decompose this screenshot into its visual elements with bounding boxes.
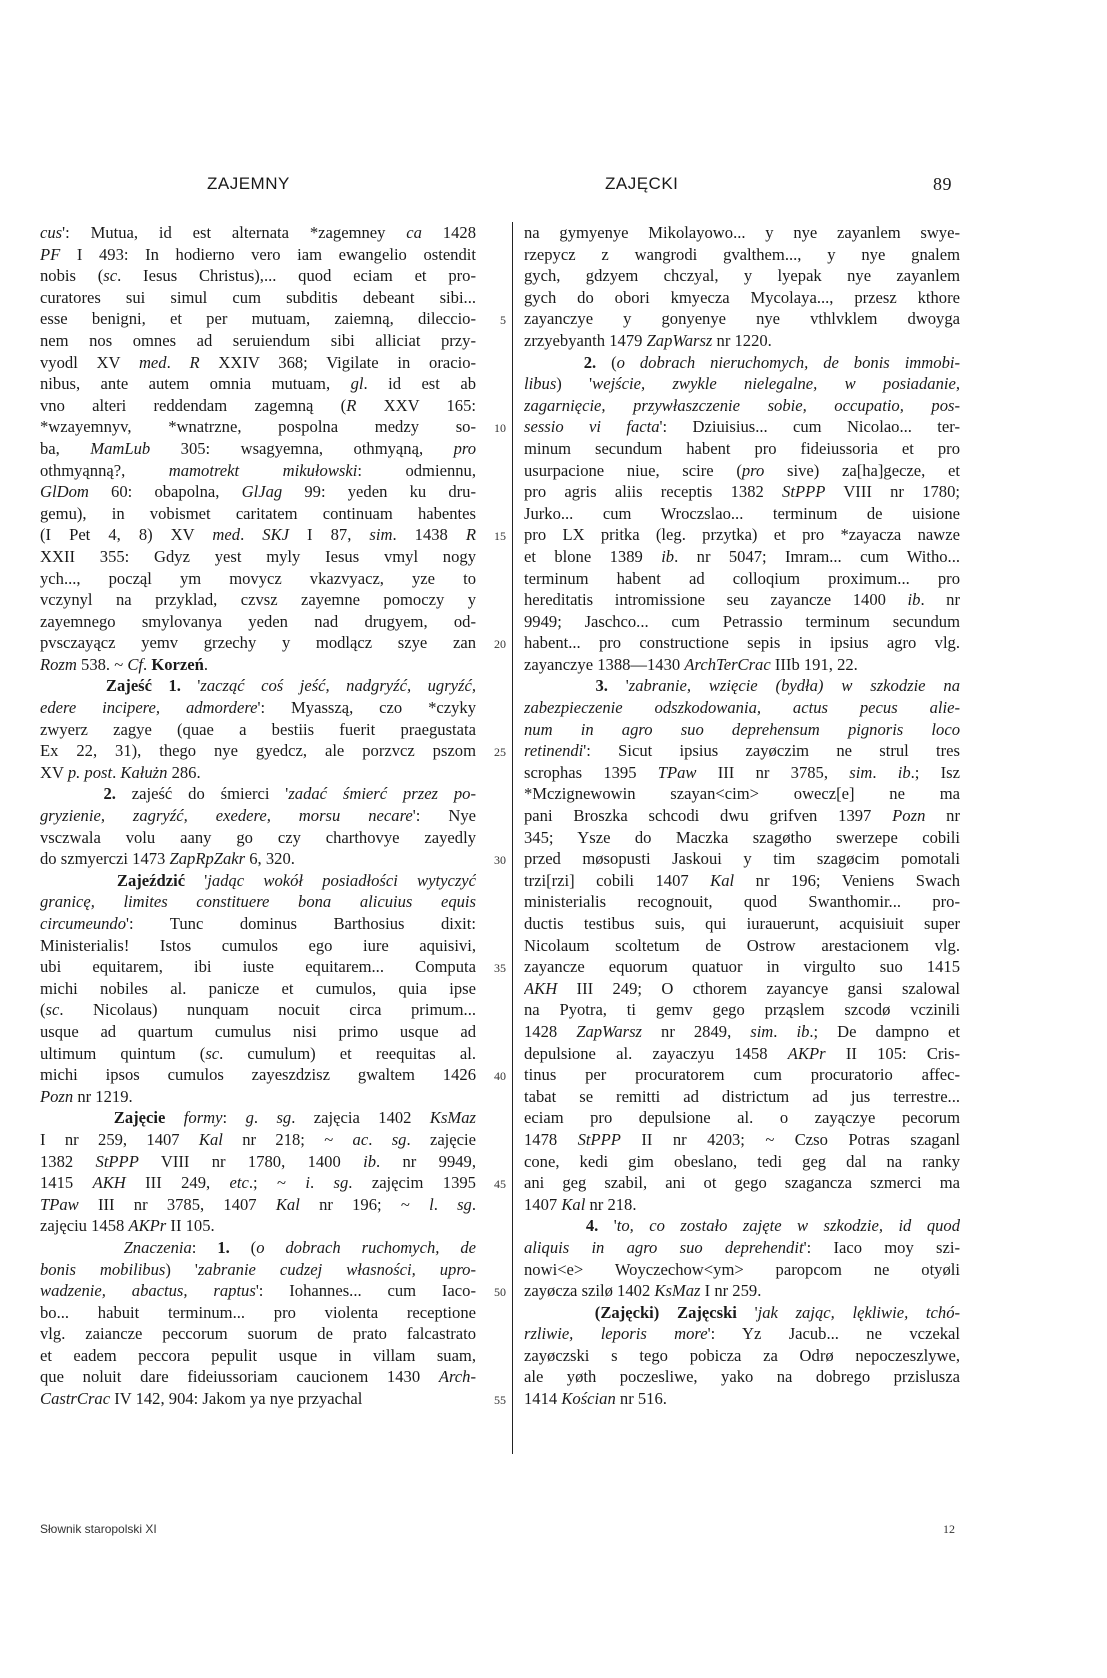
text-line: minum secundum habent pro fideiussoria et pro bbox=[524, 438, 960, 458]
text-line: 2. zajeść do śmierci 'zadać śmierć przez po- bbox=[103, 784, 476, 804]
text-line: terminum habent ad colloqium proximum... pro bbox=[524, 568, 960, 588]
text-line: vno alteri reddendam zagemną (R XXV 165: bbox=[40, 395, 476, 415]
text-line: zabezpieczenie odszkodowania, actus pecus alie- bbox=[524, 698, 960, 718]
text-line: 1407 Kal nr 218. bbox=[524, 1194, 637, 1214]
text-line: wadzenie, abactus, raptus': Iohannes... cum Iaco- bbox=[40, 1281, 476, 1301]
text-line: Zajęcie formy: g. sg. zajęcia 1402 KsMaz bbox=[113, 1108, 476, 1128]
line-number: 30 bbox=[494, 853, 506, 868]
text-line: 9949; Jaschco... cum Petrassio terminum secundum bbox=[524, 611, 960, 631]
text-line: othmyąnną?, mamotrekt mikułowski: odmiennu, bbox=[40, 460, 476, 480]
text-line: gych do obori kmyecza Mycolaya..., przesz kthore bbox=[524, 287, 960, 307]
text-line: zrzyebyanth 1479 ZapWarsz nr 1220. bbox=[524, 330, 772, 350]
right-column bbox=[524, 222, 960, 1410]
text-line: vlg. zaiancze peccorum suorum de prato falcastrato bbox=[40, 1324, 476, 1344]
text-line: gemu), in vobismet caritatem continuam habentes bbox=[40, 503, 476, 523]
text-line: nobis (sc. Iesus Christus),... quod eciam et pro- bbox=[40, 266, 476, 286]
text-line: circumeundo': Tunc dominus Barthosius dixit: bbox=[40, 914, 476, 933]
text-line: 1382 StPPP VIII nr 1780, 1400 ib. nr 9949, bbox=[40, 1151, 476, 1171]
text-line: hereditatis intromissione seu zayancze 1400 ib. nr bbox=[524, 590, 960, 610]
text-line: 4. 'to, co zostało zajęte w szkodzie, id quod bbox=[585, 1216, 960, 1236]
text-line: zayøcza szilø 1402 KsMaz I nr 259. bbox=[524, 1281, 762, 1301]
text-line: 1428 ZapWarsz nr 2849, sim. ib.; De dampno et bbox=[524, 1021, 960, 1041]
header-left-word: ZAJEMNY bbox=[207, 174, 290, 193]
text-line: na Pyotra, ti gemv gego prząslem szcodø vczinili bbox=[524, 1000, 960, 1020]
text-line: ministerialis recognouit, quod Swanthomir... pro- bbox=[524, 892, 960, 912]
text-line: nem nos omnes ad seruiendum sibi alliciat przy- bbox=[40, 330, 476, 350]
text-line: zajęciu 1458 AKPr II 105. bbox=[40, 1216, 215, 1236]
text-line: (I Pet 4, 8) XV med. SKJ I 87, sim. 1438 R bbox=[40, 525, 476, 545]
text-line: edere incipere, admordere': Myasszą, czo *czyky bbox=[40, 698, 476, 718]
text-line: sessio vi facta': Dziuisius... cum Nicolao... ter- bbox=[524, 417, 960, 437]
text-line: rzliwie, leporis more': Yz Jacub... ne vczekal bbox=[524, 1324, 960, 1344]
text-line: gych, gdzyem chczyal, y lyepak nye zayanlem bbox=[524, 266, 960, 286]
text-line: zayancze equorum quatuor in virgulto suo 1415 bbox=[524, 957, 960, 977]
text-line: vsczwala volu aany go czy charthovye zayedly bbox=[40, 827, 476, 847]
text-line: retinendi': Sicut ipsius zayøczim ne strul tres bbox=[524, 741, 960, 761]
text-line: I nr 259, 1407 Kal nr 218; ~ ac. sg. zajęcie bbox=[40, 1129, 476, 1149]
text-line: PF I 493: In hodierno vero iam ewangelio ostendit bbox=[40, 244, 476, 264]
text-line: nibus, ante autem omnia mutuam, gl. id est ab bbox=[40, 374, 476, 394]
text-line: XXII 355: Gdyz yest myly Iesus vmyl nogy bbox=[40, 546, 476, 566]
text-line: na gymyenye Mikolayowo... y nye zayanlem swye- bbox=[524, 223, 960, 242]
text-line: ultimum quintum (sc. cumulum) et reequitas al. bbox=[40, 1043, 476, 1063]
text-line: CastrCrac IV 142, 904: Jakom ya nye przyachal bbox=[40, 1389, 363, 1409]
text-line: vyodl XV med. R XXIV 368; Vigilate in oracio- bbox=[40, 352, 476, 372]
text-line: pvsczayącz yemv grzechy y modlącz szye zan bbox=[40, 633, 476, 653]
header-right-word: ZAJĘCKI bbox=[605, 174, 679, 193]
text-line: Ex 22, 31), thego nye gyedcz, ale porzvcz pszom bbox=[40, 741, 476, 761]
text-line: tinus per procuratorem cum procuratorio affec- bbox=[524, 1065, 960, 1085]
text-line: Nicolaum scoltetum de Ostrow arestacionem vlg. bbox=[524, 935, 960, 955]
line-number: 20 bbox=[494, 637, 506, 652]
text-line: bo... habuit terminum... pro violenta receptione bbox=[40, 1302, 476, 1322]
text-line: ych..., począl ym movycz vkazvyacz, yze to bbox=[40, 568, 476, 588]
left-column bbox=[40, 222, 476, 1410]
text-line: 1478 StPPP II nr 4203; ~ Czso Potras szaganl bbox=[524, 1129, 960, 1149]
text-line: ductis testibus suis, qui iurauerunt, acquisiuit super bbox=[524, 914, 960, 933]
text-line: zayøczski s tego pobicza za Odrø nepoczeszlywe, bbox=[524, 1345, 960, 1365]
text-line: zayanczye 1388—1430 ArchTerCrac IIIb 191, 22. bbox=[524, 654, 858, 674]
text-line: cone, kedi gim obeslano, tedi geg dal na ranky bbox=[524, 1151, 960, 1171]
line-number: 15 bbox=[494, 529, 506, 544]
text-line: usque ad quartum cumulus nisi primo usque ad bbox=[40, 1021, 476, 1041]
text-line: 345; Ysze do Maczka szagøtho swerzepe cobili bbox=[524, 827, 960, 847]
text-line: curatores sui simul cum subditis debeant sibi... bbox=[40, 287, 476, 307]
text-line: aliquis in agro suo deprehendit': Iaco moy szi- bbox=[524, 1237, 960, 1257]
text-line: gryzienie, zagryźć, exedere, morsu necare': Nye bbox=[40, 806, 476, 826]
text-line: trzi[rzi] cobili 1407 Kal nr 196; Veniens Swach bbox=[524, 870, 960, 890]
text-line: que noluit dare fideiussoriam caucionem 1430 Arch- bbox=[40, 1367, 476, 1387]
text-line: Ministerialis! Istos cumulos ego iure aquisivi, bbox=[40, 935, 476, 955]
running-header bbox=[0, 166, 1107, 196]
text-line: 3. 'zabranie, wzięcie (bydła) w szkodzie na bbox=[595, 676, 960, 696]
footer-signature: 12 bbox=[943, 1522, 955, 1536]
text-line: (sc. Nicolaus) nunquam nocuit circa primum... bbox=[40, 1000, 476, 1020]
text-line: et blone 1389 ib. nr 5047; Imram... cum Witho... bbox=[524, 546, 960, 566]
text-line: habent... pro constructione sepis in ipsius agro vlg. bbox=[524, 633, 960, 653]
text-line: eciam pro depulsione al. o zayączye pecorum bbox=[524, 1108, 960, 1128]
text-line: et eadem peccora pepulit usque in villam suam, bbox=[40, 1345, 476, 1365]
line-number: 10 bbox=[494, 421, 506, 436]
text-line: bonis mobilibus) 'zabranie cudzej własności, upro- bbox=[40, 1259, 476, 1279]
text-line: depulsione al. zayaczyu 1458 AKPr II 105: Cris- bbox=[524, 1043, 960, 1063]
text-line: pani Broszka schcodi dwu grifven 1397 Pozn nr bbox=[524, 806, 960, 826]
line-number: 5 bbox=[500, 313, 506, 328]
text-line: nowi<e> Woyczechow<ym> paropcom ne otyøli bbox=[524, 1259, 960, 1279]
text-line: XV p. post. Kałużn 286. bbox=[40, 762, 201, 782]
text-line: 2. (o dobrach nieruchomych, de bonis immobi- bbox=[583, 352, 960, 372]
column-divider bbox=[512, 222, 513, 1454]
text-line: usurpacione niue, scire (pro sive) za[ha]gecze, et bbox=[524, 460, 960, 480]
footer-title: Słownik staropolski XI bbox=[40, 1522, 157, 1536]
text-line: tabat se remitti ad districtum ad jus terrestre... bbox=[524, 1086, 960, 1106]
text-line: Jurko... cum Wroczslao... terminum de uisione bbox=[524, 503, 960, 523]
text-line: Pozn nr 1219. bbox=[40, 1086, 133, 1106]
text-line: ale yøth poczesliwe, yako na dobrego przislusza bbox=[524, 1367, 960, 1387]
line-number: 25 bbox=[494, 745, 506, 760]
text-line: 1414 Kościan nr 516. bbox=[524, 1389, 667, 1409]
line-number: 45 bbox=[494, 1177, 506, 1192]
text-line: libus) 'wejście, zwykle nielegalne, w posiadanie, bbox=[524, 374, 960, 394]
text-line: Zajeździć 'jadąc wokół posiadłości wytyczyć bbox=[116, 870, 476, 890]
text-line: Znaczenia: 1. (o dobrach ruchomych, de bbox=[123, 1237, 476, 1257]
text-line: Rozm 538. ~ Cf. Korzeń. bbox=[40, 654, 209, 674]
text-line: granicę, limites constituere bona alicuius equis bbox=[40, 892, 476, 912]
line-number: 35 bbox=[494, 961, 506, 976]
text-line: rzepycz z wangrodi gvalthem..., y nye gnalem bbox=[524, 244, 960, 264]
text-line: ani geg szabil, ani ot gego szagancza szmerci ma bbox=[524, 1173, 960, 1193]
text-line: *wzayemnyv, *wnatrzne, pospolna medzy so- bbox=[40, 417, 476, 437]
text-line: zayemnego smylovanya yeden nad drugyem, od- bbox=[40, 611, 476, 631]
text-line: cus': Mutua, id est alternata *zagemney ca 1428 bbox=[40, 223, 476, 242]
text-line: Zajeść 1. 'zacząć coś jeść, nadgryźć, ugryźć, bbox=[105, 676, 476, 696]
text-line: pro LX pritka (leg. przytka) et pro *zayacza nawze bbox=[524, 525, 960, 545]
line-number: 55 bbox=[494, 1393, 506, 1408]
text-line: pro agris aliis receptis 1382 StPPP VIII nr 1780; bbox=[524, 482, 960, 502]
text-line: michi ipsos cumulos zayeszdzisz gwaltem 1426 bbox=[40, 1065, 476, 1085]
text-line: num in agro suo deprehensum pignoris loco bbox=[524, 719, 960, 739]
page-number: 89 bbox=[933, 174, 952, 194]
text-line: TPaw III nr 3785, 1407 Kal nr 196; ~ l. sg. bbox=[40, 1194, 476, 1214]
text-line: zayanczye y gonyenye nye vthlvklem dwoyga bbox=[524, 309, 960, 329]
text-line: do szmyerczi 1473 ZapRpZakr 6, 320. bbox=[40, 849, 295, 869]
text-line: michi nobiles al. panicze et cumulos, quia ipse bbox=[40, 978, 476, 998]
line-number: 40 bbox=[494, 1069, 506, 1084]
text-line: *Mczignewowin szayan<cim> owecz[e] ne ma bbox=[524, 784, 960, 804]
text-line: ba, MamLub 305: wsagyemna, othmyąną, pro bbox=[40, 438, 476, 458]
line-number: 50 bbox=[494, 1285, 506, 1300]
text-line: AKH III 249; O cthorem zayancye gansi szalowal bbox=[524, 978, 960, 998]
text-line: esse benigni, et per mutuam, zaiemną, dileccio- bbox=[40, 309, 476, 329]
text-line: ubi equitarem, ibi iuste equitarem... Computa bbox=[40, 957, 476, 977]
text-line: vczynyl na przyklad, czvsz zayemne pomoczy y bbox=[40, 590, 476, 610]
text-line: scrophas 1395 TPaw III nr 3785, sim. ib.; Isz bbox=[524, 762, 960, 782]
text-line: GlDom 60: obapolna, GlJag 99: yeden ku dru- bbox=[40, 482, 476, 502]
text-line: 1415 AKH III 249, etc.; ~ i. sg. zajęcim 1395 bbox=[40, 1173, 476, 1193]
text-line: zwyerz zagye (quae a bestiis fuerit praegustata bbox=[40, 719, 476, 739]
text-line: zagarnięcie, przywłaszczenie sobie, occupatio, pos- bbox=[524, 395, 960, 415]
text-line: (Zajęcki) Zajęcski 'jak zając, lękliwie, tchó- bbox=[594, 1302, 960, 1322]
text-line: przed møsopusti Jaskoui y tim szagøcim pomotali bbox=[524, 849, 960, 869]
